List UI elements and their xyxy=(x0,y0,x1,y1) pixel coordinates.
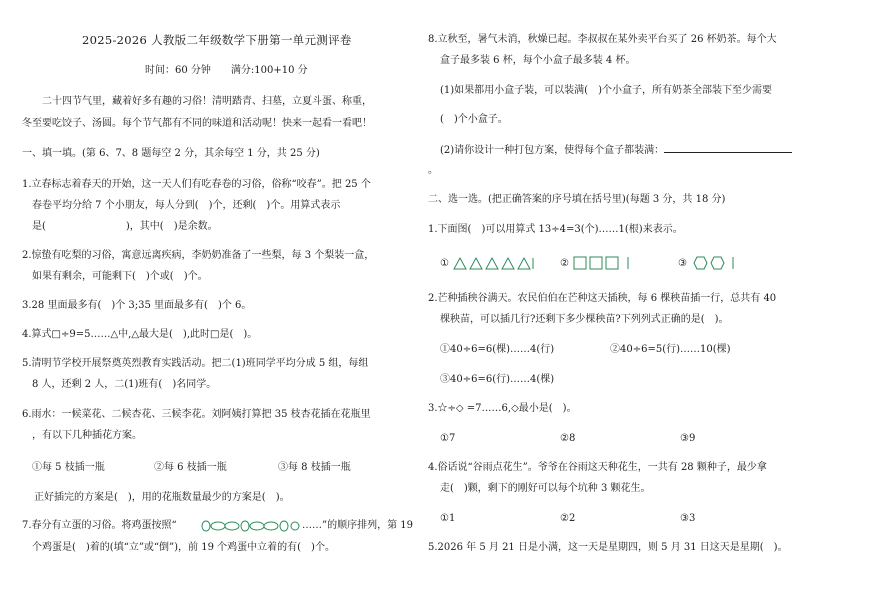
egg-pattern-icon xyxy=(200,520,300,532)
q8-sub2-text: (2)请你设计一种打包方案，使得每个盒子都装满： xyxy=(440,145,665,156)
c4-option2: ②2 xyxy=(560,513,576,524)
q2-line1: 2.惊蛰有吃梨的习俗，寓意远离疾病，李奶奶准备了一些梨，每 3 个梨装一盒， xyxy=(22,250,375,261)
egg-sequence xyxy=(200,520,300,532)
q8-sub1-line2: ( )个小盒子。 xyxy=(440,114,508,125)
c4-option1: ①1 xyxy=(440,513,456,524)
q1-line1: 1.立春标志着春天的开始，这一天人们有吃春卷的习俗，俗称“咬春”。把 25 个 xyxy=(22,179,371,190)
c2-line1: 2.芒种插秧谷满天。农民伯伯在芒种这天插秧，每 6 棵秧苗插一行，总共有 40 xyxy=(428,293,777,304)
c3-option2: ②8 xyxy=(560,433,576,444)
q5-line2: 8 人，还剩 2 人，二(1)班有( )名同学。 xyxy=(32,379,217,390)
triangles-icon xyxy=(453,256,535,270)
q8-line1: 8.立秋至，暑气未消，秋燥已起。李叔叔在某外卖平台买了 26 杯奶茶。每个大 xyxy=(428,34,777,45)
c4-line1: 4.俗话说“谷雨点花生”。爷爷在谷雨这天种花生，一共有 28 颗种子，最少拿 xyxy=(428,462,767,473)
exam-meta: 时间：60 分钟 满分:100+10 分 xyxy=(145,65,308,76)
c3-option1: ①7 xyxy=(440,433,456,444)
q6-option1: ①每 5 枝插一瓶 xyxy=(32,462,105,473)
c2-line2: 棵秧苗，可以插几行?还剩下多少棵秧苗?下列列式正确的是( )。 xyxy=(440,314,729,325)
q8-line2: 盒子最多装 6 杯，每个小盒子最多装 4 杯。 xyxy=(440,55,636,66)
q7-line1-end: ……”的顺序排列，第 19 xyxy=(302,520,414,531)
hexagons-icon xyxy=(691,256,743,270)
section-fill-heading: 一、填一填。(第 6、7、8 题每空 2 分，其余每空 1 分，共 25 分) xyxy=(22,148,320,159)
c1-text: 1.下面图( )可以用算式 13÷4=3(个)……1(根)来表示。 xyxy=(428,224,683,235)
c1-option2-label: ② xyxy=(560,258,569,269)
c2-option3: ③40÷6=6(行)……4(棵) xyxy=(440,374,555,385)
q8-end-dot: 。 xyxy=(428,165,438,176)
intro-text-line2: 冬至要吃饺子、汤圆。每个节气都有不同的味道和活动呢！快来一起看一看吧！ xyxy=(22,118,372,129)
squares-icon xyxy=(573,256,633,270)
q6-option2: ②每 6 枝插一瓶 xyxy=(154,462,227,473)
q6-line1: 6.雨水：一候菜花、二候杏花、三候李花。刘阿姨打算把 35 枝杏花插在花瓶里 xyxy=(22,409,371,420)
c4-line2: 走( )颗，剩下的刚好可以每个坑种 3 颗花生。 xyxy=(440,483,651,494)
c2-option2: ②40÷6=5(行)……10(棵) xyxy=(610,344,731,355)
exam-title: 2025-2026 人教版二年级数学下册第一单元测评卷 xyxy=(82,33,352,47)
q6-line3: 正好插完的方案是( )，用的花瓶数量最少的方案是( )。 xyxy=(34,492,290,503)
q7-line2: 个鸡蛋是( )着的(填“立”或“倒”)，前 19 个鸡蛋中立着的有( )个。 xyxy=(32,542,335,553)
c3-option3: ③9 xyxy=(680,433,696,444)
c3-text: 3.☆÷◇ =7……6,◇最小是( )。 xyxy=(428,403,577,414)
q6-option3: ③每 8 枝插一瓶 xyxy=(278,462,351,473)
c1-option3-label: ③ xyxy=(678,258,687,269)
q2-line2: 如果有剩余，可能剩下( )个或( )个。 xyxy=(32,271,208,282)
q7-line1-start: 7.春分有立蛋的习俗。将鸡蛋按照“ xyxy=(22,520,177,531)
q8-sub1-line1: (1)如果都用小盒子装，可以装满( )个小盒子，所有奶茶全部装下至少需要 xyxy=(440,85,772,96)
q1-line2: 春卷平均分给 7 个小朋友，每人分到( )个，还剩( )个。用算式表示 xyxy=(32,200,341,211)
section-choice-heading: 二、选一选。(把正确答案的序号填在括号里)(每题 3 分，共 18 分) xyxy=(428,194,726,205)
intro-text-line1: 二十四节气里，藏着好多有趣的习俗！清明踏青、扫墓，立夏斗蛋、称重， xyxy=(42,96,372,107)
c4-option3: ③3 xyxy=(680,513,696,524)
q8-answer-blank[interactable] xyxy=(664,143,792,153)
c5-text: 5.2026 年 5 月 21 日是小满，这一天是星期四，则 5 月 31 日这天是星期( )。 xyxy=(428,542,788,553)
c1-option1-label: ① xyxy=(440,258,449,269)
c2-option1: ①40÷6=6(棵)……4(行) xyxy=(440,344,555,355)
q1-line3: 是( )，其中( )是余数。 xyxy=(32,221,218,232)
q3-text: 3.28 里面最多有( )个 3;35 里面最多有( )个 6。 xyxy=(22,300,252,311)
q6-line2: ，有以下几种插花方案。 xyxy=(32,430,142,441)
q5-line1: 5.清明节学校开展祭奠英烈教育实践活动。把二(1)班同学平均分成 5 组，每组 xyxy=(22,358,369,369)
q4-text: 4.算式□÷9=5……△中,△最大是( ),此时□是( )。 xyxy=(22,329,258,340)
q8-sub2 xyxy=(440,143,792,158)
